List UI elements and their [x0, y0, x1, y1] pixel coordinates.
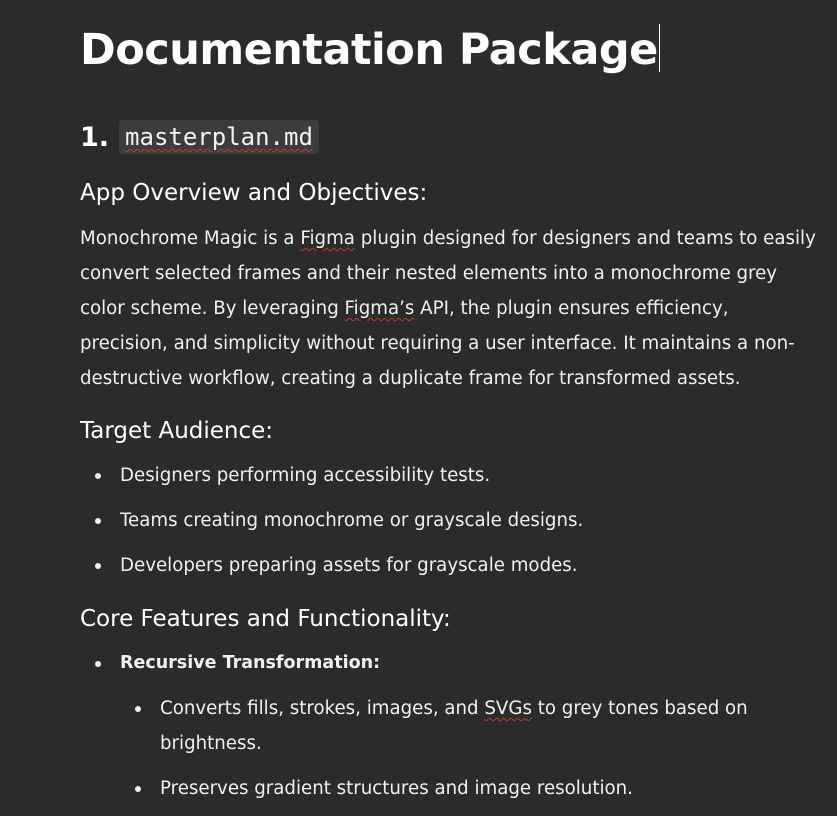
file-name-text: masterplan.md: [125, 123, 313, 151]
overview-text-figmas: Figma’s: [344, 298, 415, 319]
sub-item-text-1: Converts fills, strokes, images, and: [160, 698, 485, 719]
text-cursor: [659, 24, 660, 72]
feature-sublist: [120, 691, 837, 806]
list-item: [120, 691, 760, 761]
list-item: Preserves gradient structures and image resolution.: [120, 771, 760, 806]
overview-heading: App Overview and Objectives:: [80, 180, 428, 206]
core-features-list: [80, 646, 820, 816]
file-heading: [80, 120, 319, 154]
list-item: Teams creating monochrome or grayscale designs.: [80, 503, 820, 538]
overview-text-2: plugin designed for designers and teams to easily convert selected frames and their nested elements into a monochrome grey color scheme. By leveraging: [80, 228, 816, 319]
list-item: Developers preparing assets for grayscale modes.: [80, 548, 820, 583]
overview-text-3: API, the plugin ensures efficiency, precision, and simplicity without requiring a user interface. It maintains a non-destructive workflow, creating a duplicate frame for transformed assets.: [80, 298, 795, 389]
sub-item-text-svgs: SVGs: [484, 698, 532, 719]
overview-paragraph: [80, 221, 820, 396]
overview-text-1: Monochrome Magic is a: [80, 228, 301, 249]
overview-text-figma: Figma: [300, 228, 355, 249]
file-heading-number: 1.: [80, 121, 110, 153]
audience-list: [80, 458, 820, 593]
document-title[interactable]: [80, 22, 660, 78]
file-name-code: [119, 120, 319, 154]
audience-heading: Target Audience:: [80, 418, 274, 444]
document-title-text: Documentation Package: [80, 25, 658, 75]
feature-label: Recursive Transformation:: [120, 653, 381, 673]
list-item: [80, 646, 820, 806]
list-item: Designers performing accessibility tests.: [80, 458, 820, 493]
sub-item-text-2: to grey tones based on brightness.: [160, 698, 748, 754]
core-features-heading: Core Features and Functionality:: [80, 606, 451, 632]
